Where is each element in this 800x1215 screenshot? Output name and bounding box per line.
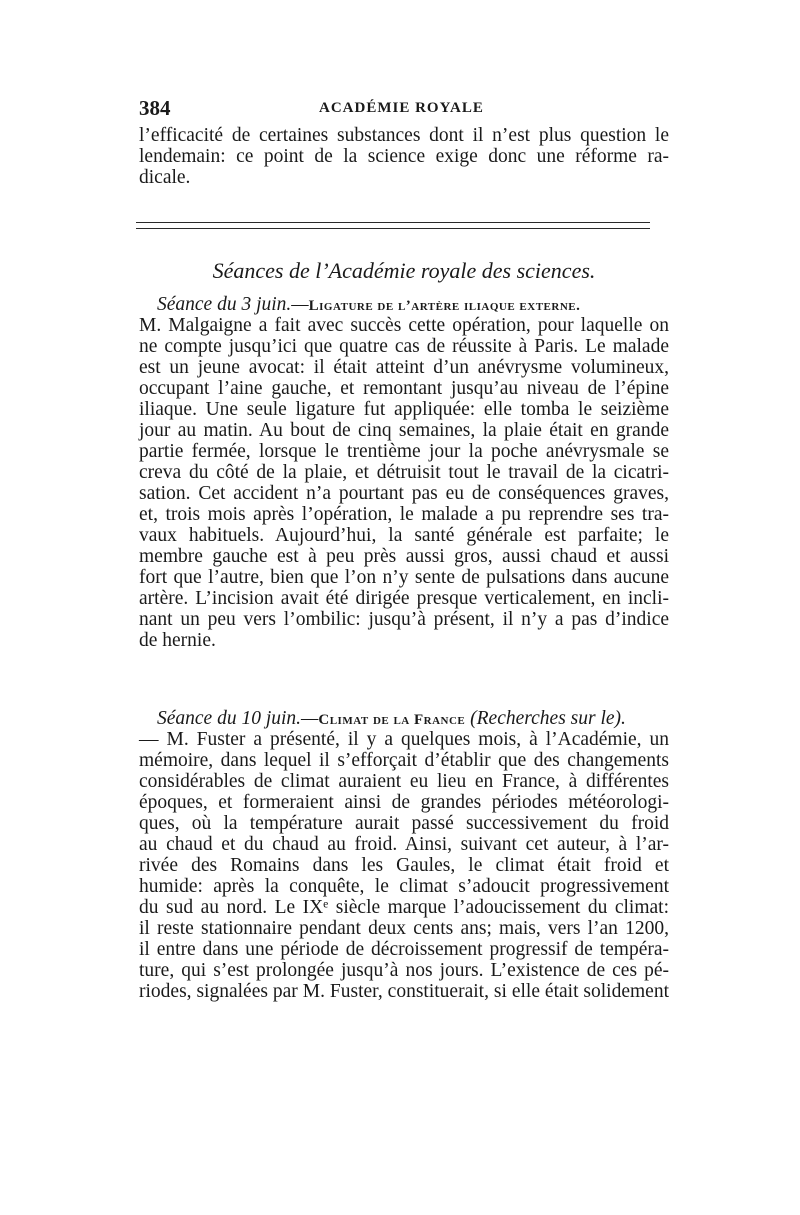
seance-2-heading bbox=[139, 708, 669, 729]
text-line: iliaque. Une seule ligature fut appliquée: elle tomba le seizième bbox=[139, 399, 669, 420]
text-line: est un jeune avocat: il était atteint d’un anévrysme volumineux, bbox=[139, 357, 669, 378]
text-line: de hernie. bbox=[139, 630, 216, 651]
text-line: occupant l’aine gauche, et remontant jusqu’au niveau de l’épine bbox=[139, 378, 669, 399]
text-line: et, trois mois après l’opération, le malade a pu reprendre ses tra- bbox=[139, 504, 669, 525]
text-line: il reste stationnaire pendant deux cents ans; mais, vers l’an 1200, bbox=[139, 918, 669, 939]
text-line: du sud au nord. Le IXᵉ siècle marque l’adoucissement du climat: bbox=[139, 897, 669, 918]
text-line: — M. Fuster a présenté, il y a quelques mois, à l’Académie, un bbox=[139, 729, 669, 750]
text-line: ture, qui s’est prolongée jusqu’à nos jours. L’existence de ces pé- bbox=[139, 960, 669, 981]
double-rule-top bbox=[136, 222, 650, 223]
text-line: artère. L’incision avait été dirigée presque verticalement, en incli- bbox=[139, 588, 669, 609]
text-line: ne compte jusqu’ici que quatre cas de réussite à Paris. Le malade bbox=[139, 336, 669, 357]
text-line: riodes, signalées par M. Fuster, constituerait, si elle était solidement bbox=[139, 981, 669, 1002]
text-line: rivée des Romains dans les Gaules, le climat était froid et bbox=[139, 855, 669, 876]
text-line: il entre dans une période de décroissement progressif de tempéra- bbox=[139, 939, 669, 960]
text-line: M. Malgaigne a fait avec succès cette opération, pour laquelle on bbox=[139, 315, 669, 336]
text-line: jour au matin. Au bout de cinq semaines, la plaie était en grande bbox=[139, 420, 669, 441]
text-line: nant un peu vers l’ombilic: jusqu’à présent, il n’y a pas d’indice bbox=[139, 609, 669, 630]
text-line: ques, où la température aurait passé successivement du froid bbox=[139, 813, 669, 834]
text-line: dicale. bbox=[139, 167, 191, 188]
text-line: mémoire, dans lequel il s’efforçait d’établir que des changements bbox=[139, 750, 669, 771]
text-line: lendemain: ce point de la science exige donc une réforme ra- bbox=[139, 146, 669, 167]
text-line: vaux habituels. Aujourd’hui, la santé générale est parfaite; le bbox=[139, 525, 669, 546]
section-title: Séances de l’Académie royale des sciences. bbox=[212, 258, 596, 283]
seance-1 bbox=[139, 294, 669, 651]
text-line: partie fermée, lorsque le trentième jour la poche anévrysmale se bbox=[139, 441, 669, 462]
seance-2-subject: Climat de la France bbox=[318, 712, 466, 728]
seance-2-subtitle: (Recherches sur le). bbox=[470, 708, 626, 729]
seance-2-date: Séance du 10 juin.— bbox=[157, 708, 319, 729]
running-title: ACADÉMIE ROYALE bbox=[319, 100, 484, 116]
seance-1-date: Séance du 3 juin.— bbox=[157, 294, 309, 315]
page-number: 384 bbox=[139, 96, 171, 120]
seance-2 bbox=[139, 708, 669, 1002]
intro-paragraph bbox=[139, 125, 669, 188]
text-line: l’efficacité de certaines substances dont il n’est plus question le bbox=[139, 125, 669, 146]
text-line: fort que l’autre, bien que l’on n’y sente de pulsations dans aucune bbox=[139, 567, 669, 588]
text-line: considérables de climat auraient eu lieu en France, à différentes bbox=[139, 771, 669, 792]
text-line: humide: après la conquête, le climat s’adoucit progressivement bbox=[139, 876, 669, 897]
page-header bbox=[139, 96, 669, 126]
seance-1-heading bbox=[139, 294, 669, 315]
text-line: creva du côté de la plaie, et détruisit tout le travail de la cicatri- bbox=[139, 462, 669, 483]
text-line: époques, et formeraient ainsi de grandes périodes météorologi- bbox=[139, 792, 669, 813]
double-rule-bottom bbox=[136, 228, 650, 229]
text-line: membre gauche est à peu près aussi gros, aussi chaud et aussi bbox=[139, 546, 669, 567]
text-line: au chaud et du chaud au froid. Ainsi, suivant cet auteur, à l’ar- bbox=[139, 834, 669, 855]
text-line: sation. Cet accident n’a pourtant pas eu de conséquences graves, bbox=[139, 483, 669, 504]
seance-1-subject: Ligature de l’artère iliaque externe. bbox=[308, 298, 581, 314]
